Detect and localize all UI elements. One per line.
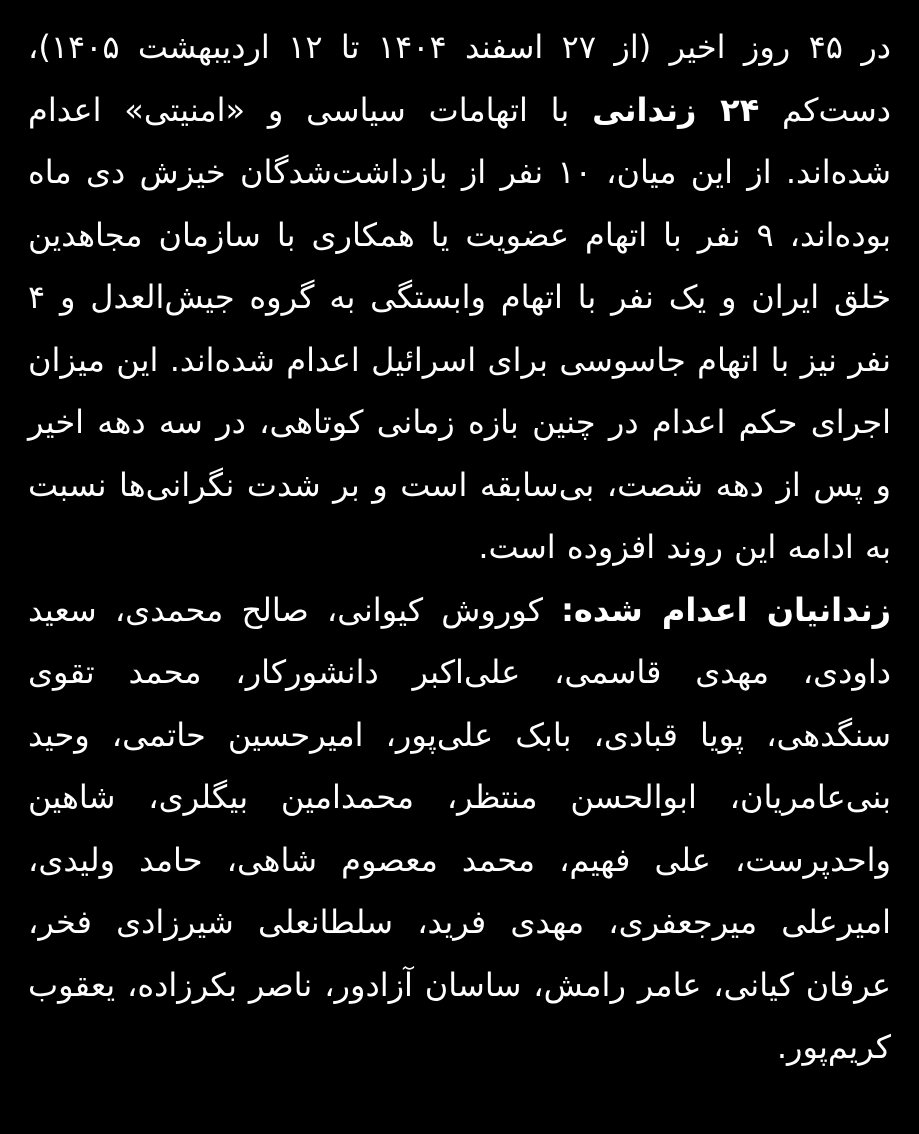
execution-summary-paragraph — [28, 16, 891, 579]
summary-text-end: با اتهامات سیاسی و «امنیتی» اعدام شده‌اند. از این میان، ۱۰ نفر از بازداشت‌شدگان خیزش دی ماه بوده‌اند، ۹ نفر با اتهام عضویت یا همکاری با سازمان مجاهدین خلق ایران و یک نفر با اتهام وابستگی به گروه جیش‌العدل و ۴ نفر نیز با اتهام جاسوسی برای اسرائیل اعدام شده‌اند. این میزان اجرای حکم اعدام در چنین بازه زمانی کوتاهی، در سه دهه اخیر و پس از دهه شصت، بی‌سابقه است و بر شدت نگرانی‌ها نسبت به ادامه این روند افزوده است. — [28, 90, 892, 566]
executed-prisoners-paragraph — [28, 579, 891, 1079]
executed-prisoners-label: زندانیان اعدام شده: — [561, 590, 892, 629]
executed-prisoners-names: کوروش کیوانی، صالح محمدی، سعید داودی، مهدی قاسمی، علی‌اکبر دانشورکار، محمد تقوی سنگدهی، پویا قبادی، بابک علی‌پور، امیرحسین حاتمی، وحید بنی‌عامریان، ابوالحسن منتظر، محمدامین بیگلری، شاهین واحدپرست، علی فهیم، محمد معصوم شاهی، حامد ولیدی، امیرعلی میرجعفری، مهدی فرید، سلطانعلی شیرزادی فخر، عرفان کیانی، عامر رامش، ساسان آزادور، ناصر بکرزاده، یعقوب کریم‌پور. — [28, 590, 891, 1066]
prisoner-count-highlight: ۲۴ زندانی — [592, 90, 760, 129]
summary-text-start: در ۴۵ روز اخیر (از ۲۷ اسفند ۱۴۰۴ تا ۱۲ اردیبهشت ۱۴۰۵)، دست‌کم — [28, 28, 892, 129]
